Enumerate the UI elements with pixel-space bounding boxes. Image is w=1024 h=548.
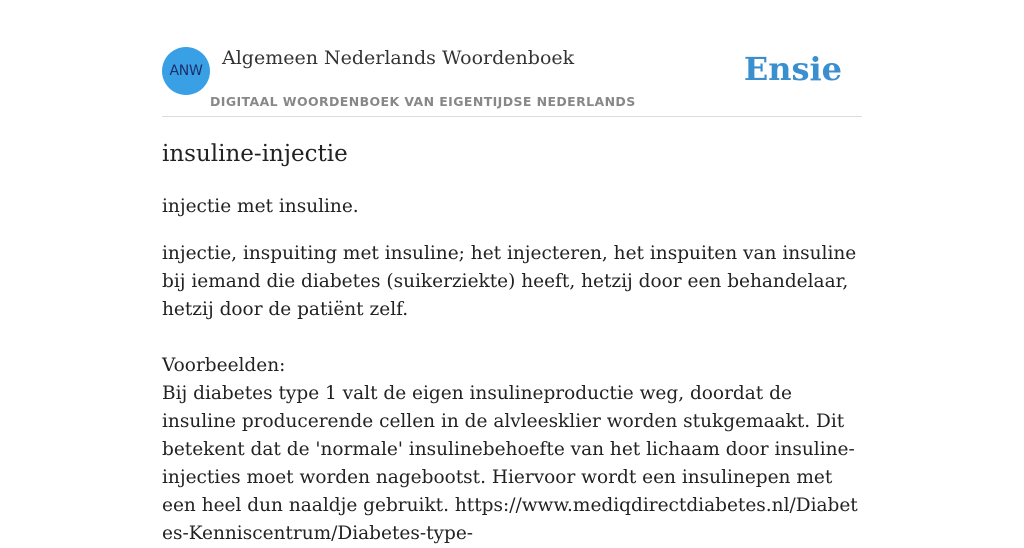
examples-label: Voorbeelden:: [162, 355, 286, 376]
example-block: [162, 380, 864, 548]
anw-logo[interactable]: ANW: [162, 47, 210, 95]
ensie-brand-logo[interactable]: Ensie: [743, 50, 842, 88]
site-subtitle: DIGITAAL WOORDENBOEK VAN EIGENTIJDSE NEDERLANDS: [210, 94, 636, 109]
long-definition: injectie, inspuiting met insuline; het injecteren, het inspuiten van insuline bij iemand die diabetes (suikerziekte) heeft, hetzij door een behandelaar, hetzij door de patiënt zelf.: [162, 243, 857, 320]
entry-title: insuline-injectie: [162, 141, 348, 167]
example-source-link[interactable]: https://www.mediqdirectdiabetes.nl/Diabetes-Kenniscentrum/Diabetes-type-: [162, 495, 858, 544]
site-header: [162, 40, 862, 117]
short-definition: injectie met insuline.: [162, 196, 359, 217]
example-sentence: Bij diabetes type 1 valt de eigen insulineproductie weg, doordat de insuline producerende cellen in de alvleesklier worden stukgemaakt. Dit betekent dat de 'normale' insulinebehoefte van het lichaam door insuline-injecties moet worden nagebootst. Hiervoor wordt een insulinepen met een heel dun naaldje gebruikt.: [162, 383, 855, 516]
entry-content: [162, 136, 864, 548]
site-title[interactable]: Algemeen Nederlands Woordenboek: [222, 47, 575, 69]
